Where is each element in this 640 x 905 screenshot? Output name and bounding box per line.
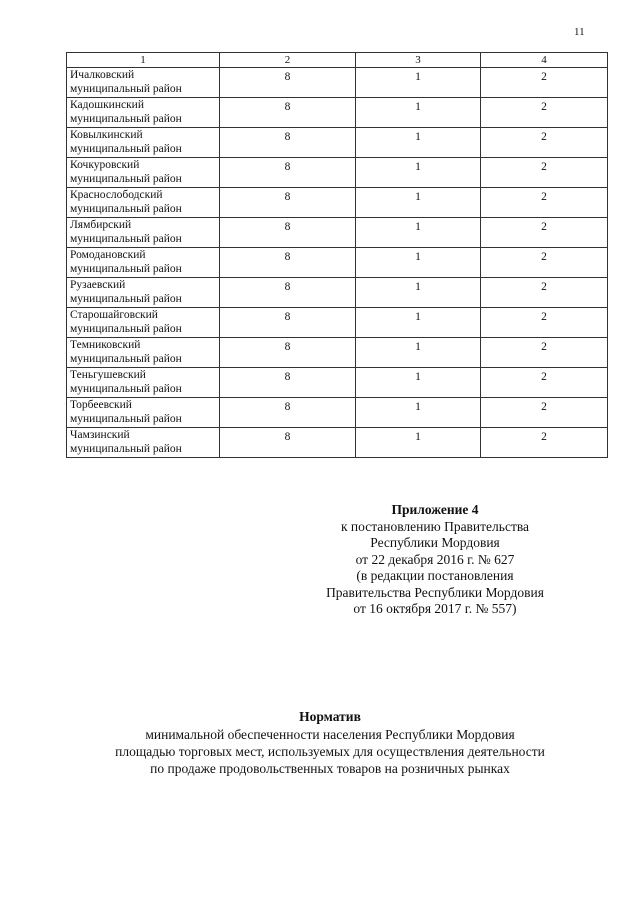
value-col-3: 1: [356, 248, 481, 278]
table-row: [67, 248, 608, 278]
value-col-4: 2: [481, 128, 608, 158]
value-col-4: 2: [481, 248, 608, 278]
district-type: муниципальный район: [70, 83, 182, 95]
district-name-cell: [67, 308, 220, 338]
district-type: муниципальный район: [70, 203, 182, 215]
value-col-3: 1: [356, 278, 481, 308]
appendix-line: (в редакции постановления: [356, 568, 514, 583]
district-type: муниципальный район: [70, 353, 182, 365]
value-col-2: 8: [220, 218, 356, 248]
district-type: муниципальный район: [70, 173, 182, 185]
value-col-3: 1: [356, 368, 481, 398]
value-col-4: 2: [481, 158, 608, 188]
normativ-line: минимальной обеспеченности населения Республики Мордовия: [145, 727, 515, 742]
district-name: Кочкуровский: [70, 159, 140, 171]
appendix-line: от 22 декабря 2016 г. № 627: [355, 551, 515, 567]
table-row: [67, 128, 608, 158]
district-type: муниципальный район: [70, 113, 182, 125]
table-row: [67, 188, 608, 218]
district-name-cell: [67, 428, 220, 458]
value-col-3: 1: [356, 218, 481, 248]
district-name: Кадошкинский: [70, 99, 144, 111]
appendix-line: Республики Мордовия: [370, 535, 500, 550]
district-name: Теньгушевский: [70, 369, 146, 381]
district-name-cell: [67, 128, 220, 158]
value-col-3: 1: [356, 188, 481, 218]
district-name-cell: [67, 188, 220, 218]
district-name: Рузаевский: [70, 279, 126, 291]
district-name: Лямбирский: [70, 219, 132, 231]
value-col-3: 1: [356, 398, 481, 428]
table-row: [67, 428, 608, 458]
district-name: Ромодановский: [70, 249, 146, 261]
district-name: Темниковский: [70, 339, 141, 351]
district-name-cell: [67, 98, 220, 128]
value-col-3: 1: [356, 158, 481, 188]
value-col-4: 2: [481, 398, 608, 428]
value-col-2: 8: [220, 248, 356, 278]
value-col-3: 1: [356, 98, 481, 128]
district-name: Торбеевский: [70, 399, 132, 411]
table-row: [67, 98, 608, 128]
district-name-cell: [67, 368, 220, 398]
value-col-4: 2: [481, 308, 608, 338]
value-col-3: 1: [356, 68, 481, 98]
value-col-4: 2: [481, 218, 608, 248]
value-col-2: 8: [220, 338, 356, 368]
value-col-2: 8: [220, 68, 356, 98]
value-col-2: 8: [220, 128, 356, 158]
value-col-2: 8: [220, 398, 356, 428]
value-col-2: 8: [220, 278, 356, 308]
normativ-line: по продаже продовольственных товаров на розничных рынках: [150, 761, 510, 776]
value-col-3: 1: [356, 128, 481, 158]
district-name-cell: [67, 278, 220, 308]
normativ-block: [60, 708, 600, 777]
appendix-block: [290, 502, 580, 618]
appendix-line: к постановлению Правительства: [340, 518, 530, 534]
district-name: Старошайговский: [70, 309, 158, 321]
district-type: муниципальный район: [70, 233, 182, 245]
value-col-3: 1: [356, 338, 481, 368]
appendix-line: от 16 октября 2017 г. № 557): [353, 601, 517, 616]
value-col-2: 8: [220, 428, 356, 458]
value-col-4: 2: [481, 68, 608, 98]
value-col-4: 2: [481, 98, 608, 128]
value-col-4: 2: [481, 368, 608, 398]
district-name-cell: [67, 398, 220, 428]
appendix-line: Правительства Республики Мордовия: [326, 584, 544, 600]
value-col-3: 1: [356, 428, 481, 458]
value-col-2: 8: [220, 308, 356, 338]
table-row: [67, 218, 608, 248]
value-col-4: 2: [481, 428, 608, 458]
table-row: [67, 308, 608, 338]
page-number: 11: [574, 26, 585, 38]
district-type: муниципальный район: [70, 323, 182, 335]
district-name-cell: [67, 68, 220, 98]
header-col-3: 3: [356, 53, 481, 68]
districts-table: [66, 52, 608, 458]
table-row: [67, 158, 608, 188]
district-name-cell: [67, 218, 220, 248]
normativ-title: Норматив: [299, 709, 361, 724]
district-type: муниципальный район: [70, 413, 182, 425]
value-col-2: 8: [220, 188, 356, 218]
value-col-2: 8: [220, 158, 356, 188]
value-col-2: 8: [220, 368, 356, 398]
value-col-4: 2: [481, 338, 608, 368]
value-col-3: 1: [356, 308, 481, 338]
table-row: [67, 68, 608, 98]
table-row: [67, 338, 608, 368]
table-row: [67, 278, 608, 308]
value-col-4: 2: [481, 188, 608, 218]
table-row: [67, 368, 608, 398]
table-header-row: [67, 53, 608, 68]
district-type: муниципальный район: [70, 263, 182, 275]
district-name-cell: [67, 248, 220, 278]
district-type: муниципальный район: [70, 443, 182, 455]
district-name: Чамзинский: [70, 429, 130, 441]
value-col-4: 2: [481, 278, 608, 308]
district-name: Ковылкинский: [70, 129, 143, 141]
district-name: Ичалковский: [70, 69, 135, 81]
value-col-2: 8: [220, 98, 356, 128]
header-col-2: 2: [220, 53, 356, 68]
district-name-cell: [67, 338, 220, 368]
table-row: [67, 398, 608, 428]
appendix-title: Приложение 4: [391, 502, 479, 517]
header-col-4: 4: [481, 53, 608, 68]
district-type: муниципальный район: [70, 383, 182, 395]
header-col-1: 1: [67, 53, 220, 68]
district-type: муниципальный район: [70, 143, 182, 155]
district-name-cell: [67, 158, 220, 188]
district-type: муниципальный район: [70, 293, 182, 305]
district-name: Краснослободский: [70, 189, 163, 201]
normativ-line: площадью торговых мест, используемых для осуществления деятельности: [115, 744, 545, 759]
